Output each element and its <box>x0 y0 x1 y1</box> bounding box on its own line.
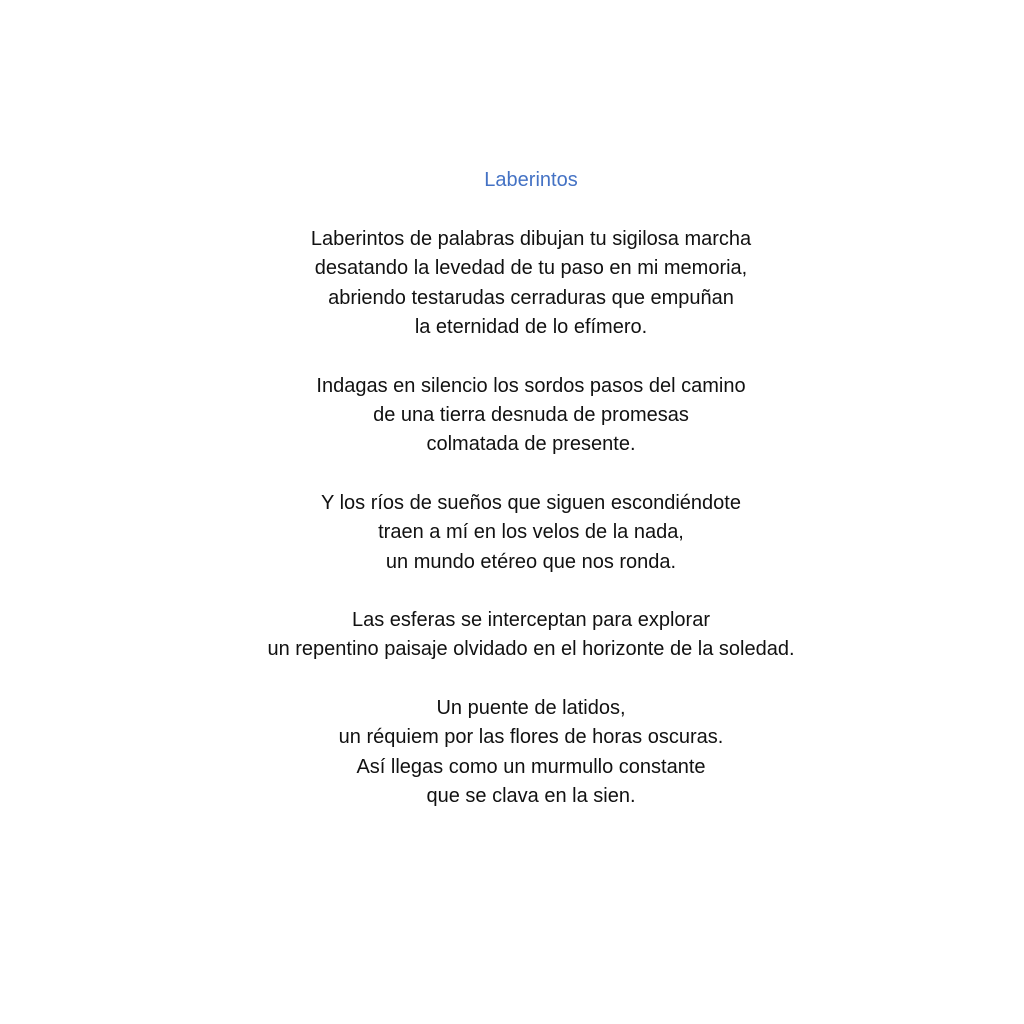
poem-line: Y los ríos de sueños que siguen escondiéndote <box>321 491 741 514</box>
stanza-4 <box>0 606 1024 665</box>
poem-line: Laberintos de palabras dibujan tu sigilosa marcha <box>310 228 752 250</box>
poem-line: Un puente de latidos, <box>436 696 626 719</box>
poem <box>0 166 1024 841</box>
stanza-1 <box>0 225 1024 343</box>
title-spacer <box>0 195 1024 225</box>
poem-line: Indagas en silencio los sordos pasos del camino <box>316 374 746 397</box>
poem-line: un mundo etéreo que nos ronda. <box>385 550 677 573</box>
poem-line: traen a mí en los velos de la nada, <box>378 521 684 544</box>
poem-line: desatando la levedad de tu paso en mi memoria, <box>314 257 748 280</box>
poem-line: Así llegas como un murmullo constante <box>356 755 706 778</box>
poem-line: colmatada de presente. <box>426 433 636 456</box>
poem-title: Laberintos <box>484 169 578 191</box>
stanza-5 <box>0 694 1024 812</box>
poem-line: que se clava en la sien. <box>426 785 636 808</box>
poem-line: de una tierra desnuda de promesas <box>373 404 689 427</box>
stanza-3 <box>0 489 1024 577</box>
poem-line: un repentino paisaje olvidado en el horizonte de la soledad. <box>267 638 795 661</box>
poem-line: abriendo testarudas cerraduras que empuñan <box>328 286 734 309</box>
poem-line: la eternidad de lo efímero. <box>414 316 648 339</box>
poem-line: un réquiem por las flores de horas oscuras. <box>338 726 724 749</box>
poem-line: Las esferas se interceptan para explorar <box>352 609 710 632</box>
stanza-2 <box>0 372 1024 460</box>
